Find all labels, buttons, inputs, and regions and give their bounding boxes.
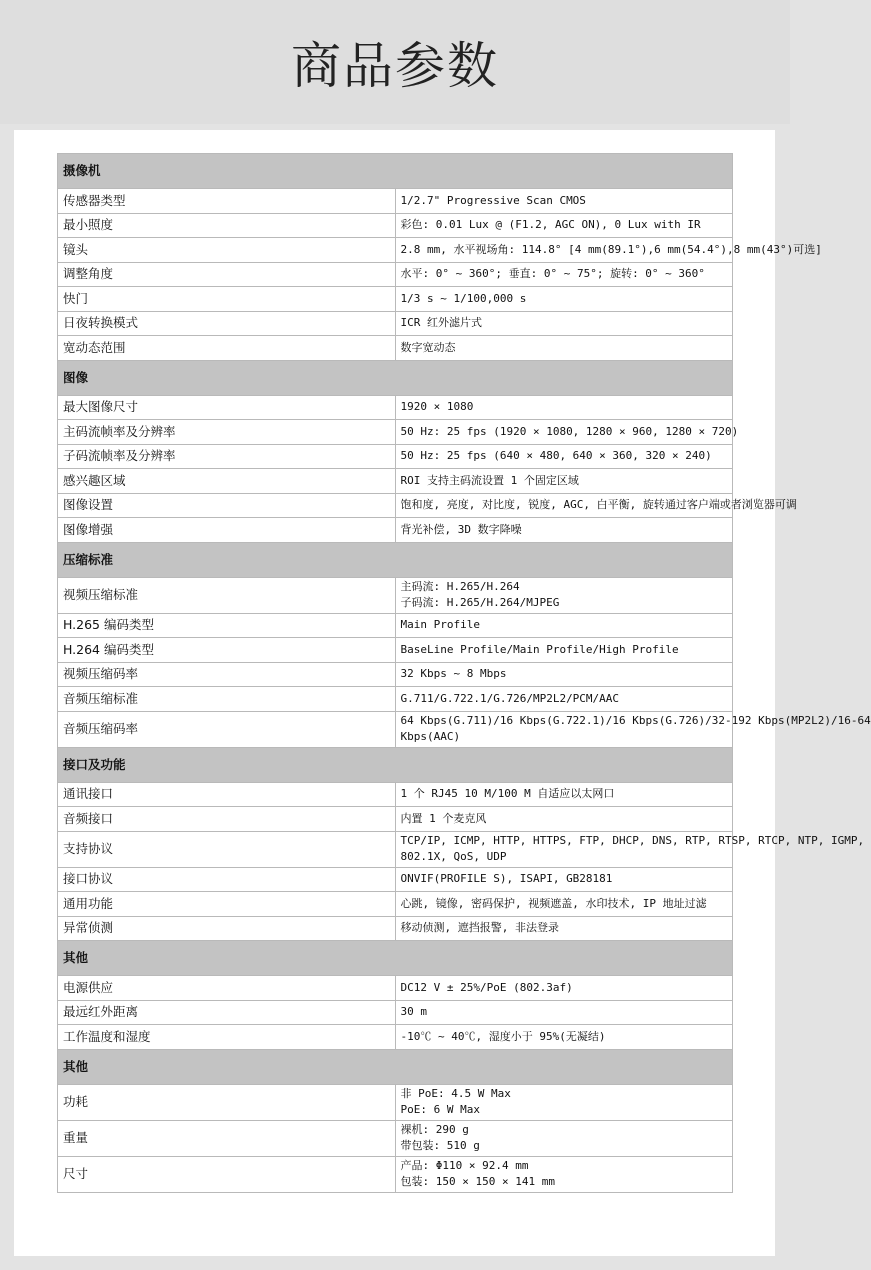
spec-row [58, 336, 733, 361]
spec-row [58, 444, 733, 469]
spec-value-line: 饱和度, 亮度, 对比度, 锐度, AGC, 白平衡, 旋转通过客户端或者浏览器可调 [400, 498, 797, 512]
spec-value [395, 711, 871, 747]
spec-row [58, 807, 733, 832]
spec-value [395, 1120, 733, 1156]
spec-label: 快门 [58, 287, 396, 312]
spec-row [58, 213, 733, 238]
spec-value [395, 1000, 733, 1025]
section-header [58, 542, 733, 577]
spec-label: 最远红外距离 [58, 1000, 396, 1025]
spec-label: 宽动态范围 [58, 336, 396, 361]
spec-value [395, 493, 797, 518]
spec-value-line: ONVIF(PROFILE S), ISAPI, GB28181 [400, 872, 613, 886]
spec-value [395, 469, 733, 494]
spec-row [58, 782, 733, 807]
spec-row [58, 687, 733, 712]
spec-row [58, 189, 733, 214]
spec-value [395, 311, 733, 336]
spec-label: 最小照度 [58, 213, 396, 238]
spec-value-line: 1/3 s ~ 1/100,000 s [400, 291, 527, 305]
spec-label: 音频压缩标准 [58, 687, 396, 712]
spec-value-line: 30 m [400, 1005, 427, 1019]
spec-table [57, 153, 871, 1193]
spec-value-line: DC12 V ± 25%/PoE (802.3af) [400, 980, 573, 994]
spec-value-line: 802.1X, QoS, UDP [400, 850, 507, 863]
spec-value [395, 916, 733, 941]
section-header [58, 154, 733, 189]
spec-row [58, 1084, 733, 1120]
spec-value-line: Kbps(AAC) [400, 730, 461, 743]
section-title: 摄像机 [58, 154, 733, 189]
spec-label: H.264 编码类型 [58, 638, 396, 663]
spec-row [58, 638, 733, 663]
spec-value-line: 主码流: H.265/H.264 [400, 580, 520, 593]
spec-row [58, 867, 733, 892]
spec-value [395, 807, 733, 832]
spec-value-line: 带包装: 510 g [400, 1139, 480, 1152]
spec-row [58, 311, 733, 336]
section-header [58, 941, 733, 976]
section-title: 其他 [58, 941, 733, 976]
spec-value-line: 64 Kbps(G.711)/16 Kbps(G.722.1)/16 Kbps(G.726)/32-192 Kbps(MP2L2)/16-64 [400, 714, 871, 727]
spec-label: 视频压缩标准 [58, 577, 396, 613]
spec-label: 异常侦测 [58, 916, 396, 941]
spec-value-line: 水平: 0° ~ 360°; 垂直: 0° ~ 75°; 旋转: 0° ~ 360° [400, 267, 705, 281]
spec-row [58, 613, 733, 638]
spec-value-line: 50 Hz: 25 fps (640 × 480, 640 × 360, 320 × 240) [400, 449, 712, 463]
spec-value [395, 336, 733, 361]
spec-value-line: 1/2.7" Progressive Scan CMOS [400, 193, 586, 207]
spec-label: 传感器类型 [58, 189, 396, 214]
spec-value [395, 395, 733, 420]
page-title: 商品参数 [291, 37, 499, 95]
spec-value-line: 内置 1 个麦克风 [400, 811, 487, 825]
spec-row [58, 976, 733, 1001]
spec-row [58, 711, 733, 747]
spec-value [395, 518, 733, 543]
spec-value [395, 420, 739, 445]
spec-row [58, 469, 733, 494]
spec-value [395, 238, 822, 263]
spec-label: 日夜转换模式 [58, 311, 396, 336]
spec-row [58, 577, 733, 613]
spec-row [58, 1025, 733, 1050]
spec-label: 最大图像尺寸 [58, 395, 396, 420]
spec-value-line: 数字宽动态 [400, 340, 456, 354]
spec-value [395, 1156, 733, 1192]
spec-label: 功耗 [58, 1084, 396, 1120]
spec-value-line: 2.8 mm, 水平视场角: 114.8° [4 mm(89.1°),6 mm(54.4°),8 mm(43°)可选] [400, 242, 822, 256]
spec-value [395, 867, 733, 892]
spec-row [58, 916, 733, 941]
spec-value [395, 782, 733, 807]
spec-row [58, 395, 733, 420]
spec-value-line: 彩色: 0.01 Lux @ (F1.2, AGC ON), 0 Lux with IR [400, 218, 701, 232]
spec-label: 子码流帧率及分辨率 [58, 444, 396, 469]
spec-label: 尺寸 [58, 1156, 396, 1192]
spec-value-line: 包装: 150 × 150 × 141 mm [400, 1175, 555, 1188]
section-title: 图像 [58, 360, 733, 395]
spec-value-line: TCP/IP, ICMP, HTTP, HTTPS, FTP, DHCP, DNS, RTP, RTSP, RTCP, NTP, IGMP, [400, 834, 865, 847]
spec-row [58, 287, 733, 312]
spec-value [395, 213, 733, 238]
spec-value-line: 裸机: 290 g [400, 1123, 469, 1136]
spec-value-line: 子码流: H.265/H.264/MJPEG [400, 596, 560, 609]
spec-row [58, 493, 733, 518]
spec-value [395, 577, 733, 613]
spec-label: 支持协议 [58, 831, 396, 867]
spec-value-line: 移动侦测, 遮挡报警, 非法登录 [400, 921, 559, 935]
spec-value [395, 638, 733, 663]
spec-value [395, 189, 733, 214]
spec-value-line: 非 PoE: 4.5 W Max [400, 1087, 511, 1100]
spec-value-line: 32 Kbps ~ 8 Mbps [400, 667, 507, 681]
spec-label: 图像增强 [58, 518, 396, 543]
spec-value-line: PoE: 6 W Max [400, 1103, 480, 1116]
spec-value [395, 262, 733, 287]
spec-row [58, 420, 733, 445]
section-header [58, 747, 733, 782]
spec-row [58, 1120, 733, 1156]
spec-value [395, 662, 733, 687]
spec-row [58, 892, 733, 917]
spec-value-line: 背光补偿, 3D 数字降噪 [400, 522, 522, 536]
section-title: 接口及功能 [58, 747, 733, 782]
spec-row [58, 1000, 733, 1025]
spec-label: 接口协议 [58, 867, 396, 892]
spec-label: 通讯接口 [58, 782, 396, 807]
spec-row [58, 238, 733, 263]
spec-row [58, 831, 733, 867]
spec-value-line: Main Profile [400, 618, 480, 632]
spec-value-line: 1920 × 1080 [400, 400, 474, 414]
spec-value [395, 444, 733, 469]
spec-value-line: ROI 支持主码流设置 1 个固定区域 [400, 473, 579, 487]
spec-value [395, 687, 733, 712]
spec-value-line: 1 个 RJ45 10 M/100 M 自适应以太网口 [400, 787, 615, 801]
page-header [0, 0, 790, 124]
spec-label: H.265 编码类型 [58, 613, 396, 638]
spec-row [58, 1156, 733, 1192]
spec-value-line: ICR 红外滤片式 [400, 316, 482, 330]
section-title: 其他 [58, 1049, 733, 1084]
spec-value-line: G.711/G.722.1/G.726/MP2L2/PCM/AAC [400, 691, 620, 705]
spec-value-line: BaseLine Profile/Main Profile/High Profile [400, 642, 679, 656]
spec-row [58, 662, 733, 687]
spec-label: 镜头 [58, 238, 396, 263]
spec-value [395, 1084, 733, 1120]
spec-row [58, 262, 733, 287]
spec-label: 调整角度 [58, 262, 396, 287]
spec-value [395, 892, 733, 917]
spec-label: 音频接口 [58, 807, 396, 832]
spec-label: 感兴趣区域 [58, 469, 396, 494]
spec-value-line: -10℃ ~ 40℃, 湿度小于 95%(无凝结) [400, 1029, 606, 1043]
spec-value [395, 1025, 733, 1050]
spec-label: 主码流帧率及分辨率 [58, 420, 396, 445]
spec-label: 电源供应 [58, 976, 396, 1001]
spec-label: 音频压缩码率 [58, 711, 396, 747]
spec-label: 通用功能 [58, 892, 396, 917]
section-header [58, 1049, 733, 1084]
spec-label: 视频压缩码率 [58, 662, 396, 687]
spec-row [58, 518, 733, 543]
spec-value-line: 心跳, 镜像, 密码保护, 视频遮盖, 水印技术, IP 地址过滤 [400, 896, 707, 910]
spec-value [395, 613, 733, 638]
spec-label: 图像设置 [58, 493, 396, 518]
spec-value [395, 287, 733, 312]
section-title: 压缩标准 [58, 542, 733, 577]
spec-value [395, 831, 865, 867]
spec-value-line: 50 Hz: 25 fps (1920 × 1080, 1280 × 960, 1280 × 720) [400, 424, 739, 438]
section-header [58, 360, 733, 395]
spec-label: 工作温度和湿度 [58, 1025, 396, 1050]
spec-value [395, 976, 733, 1001]
spec-value-line: 产品: Φ110 × 92.4 mm [400, 1159, 529, 1172]
spec-label: 重量 [58, 1120, 396, 1156]
